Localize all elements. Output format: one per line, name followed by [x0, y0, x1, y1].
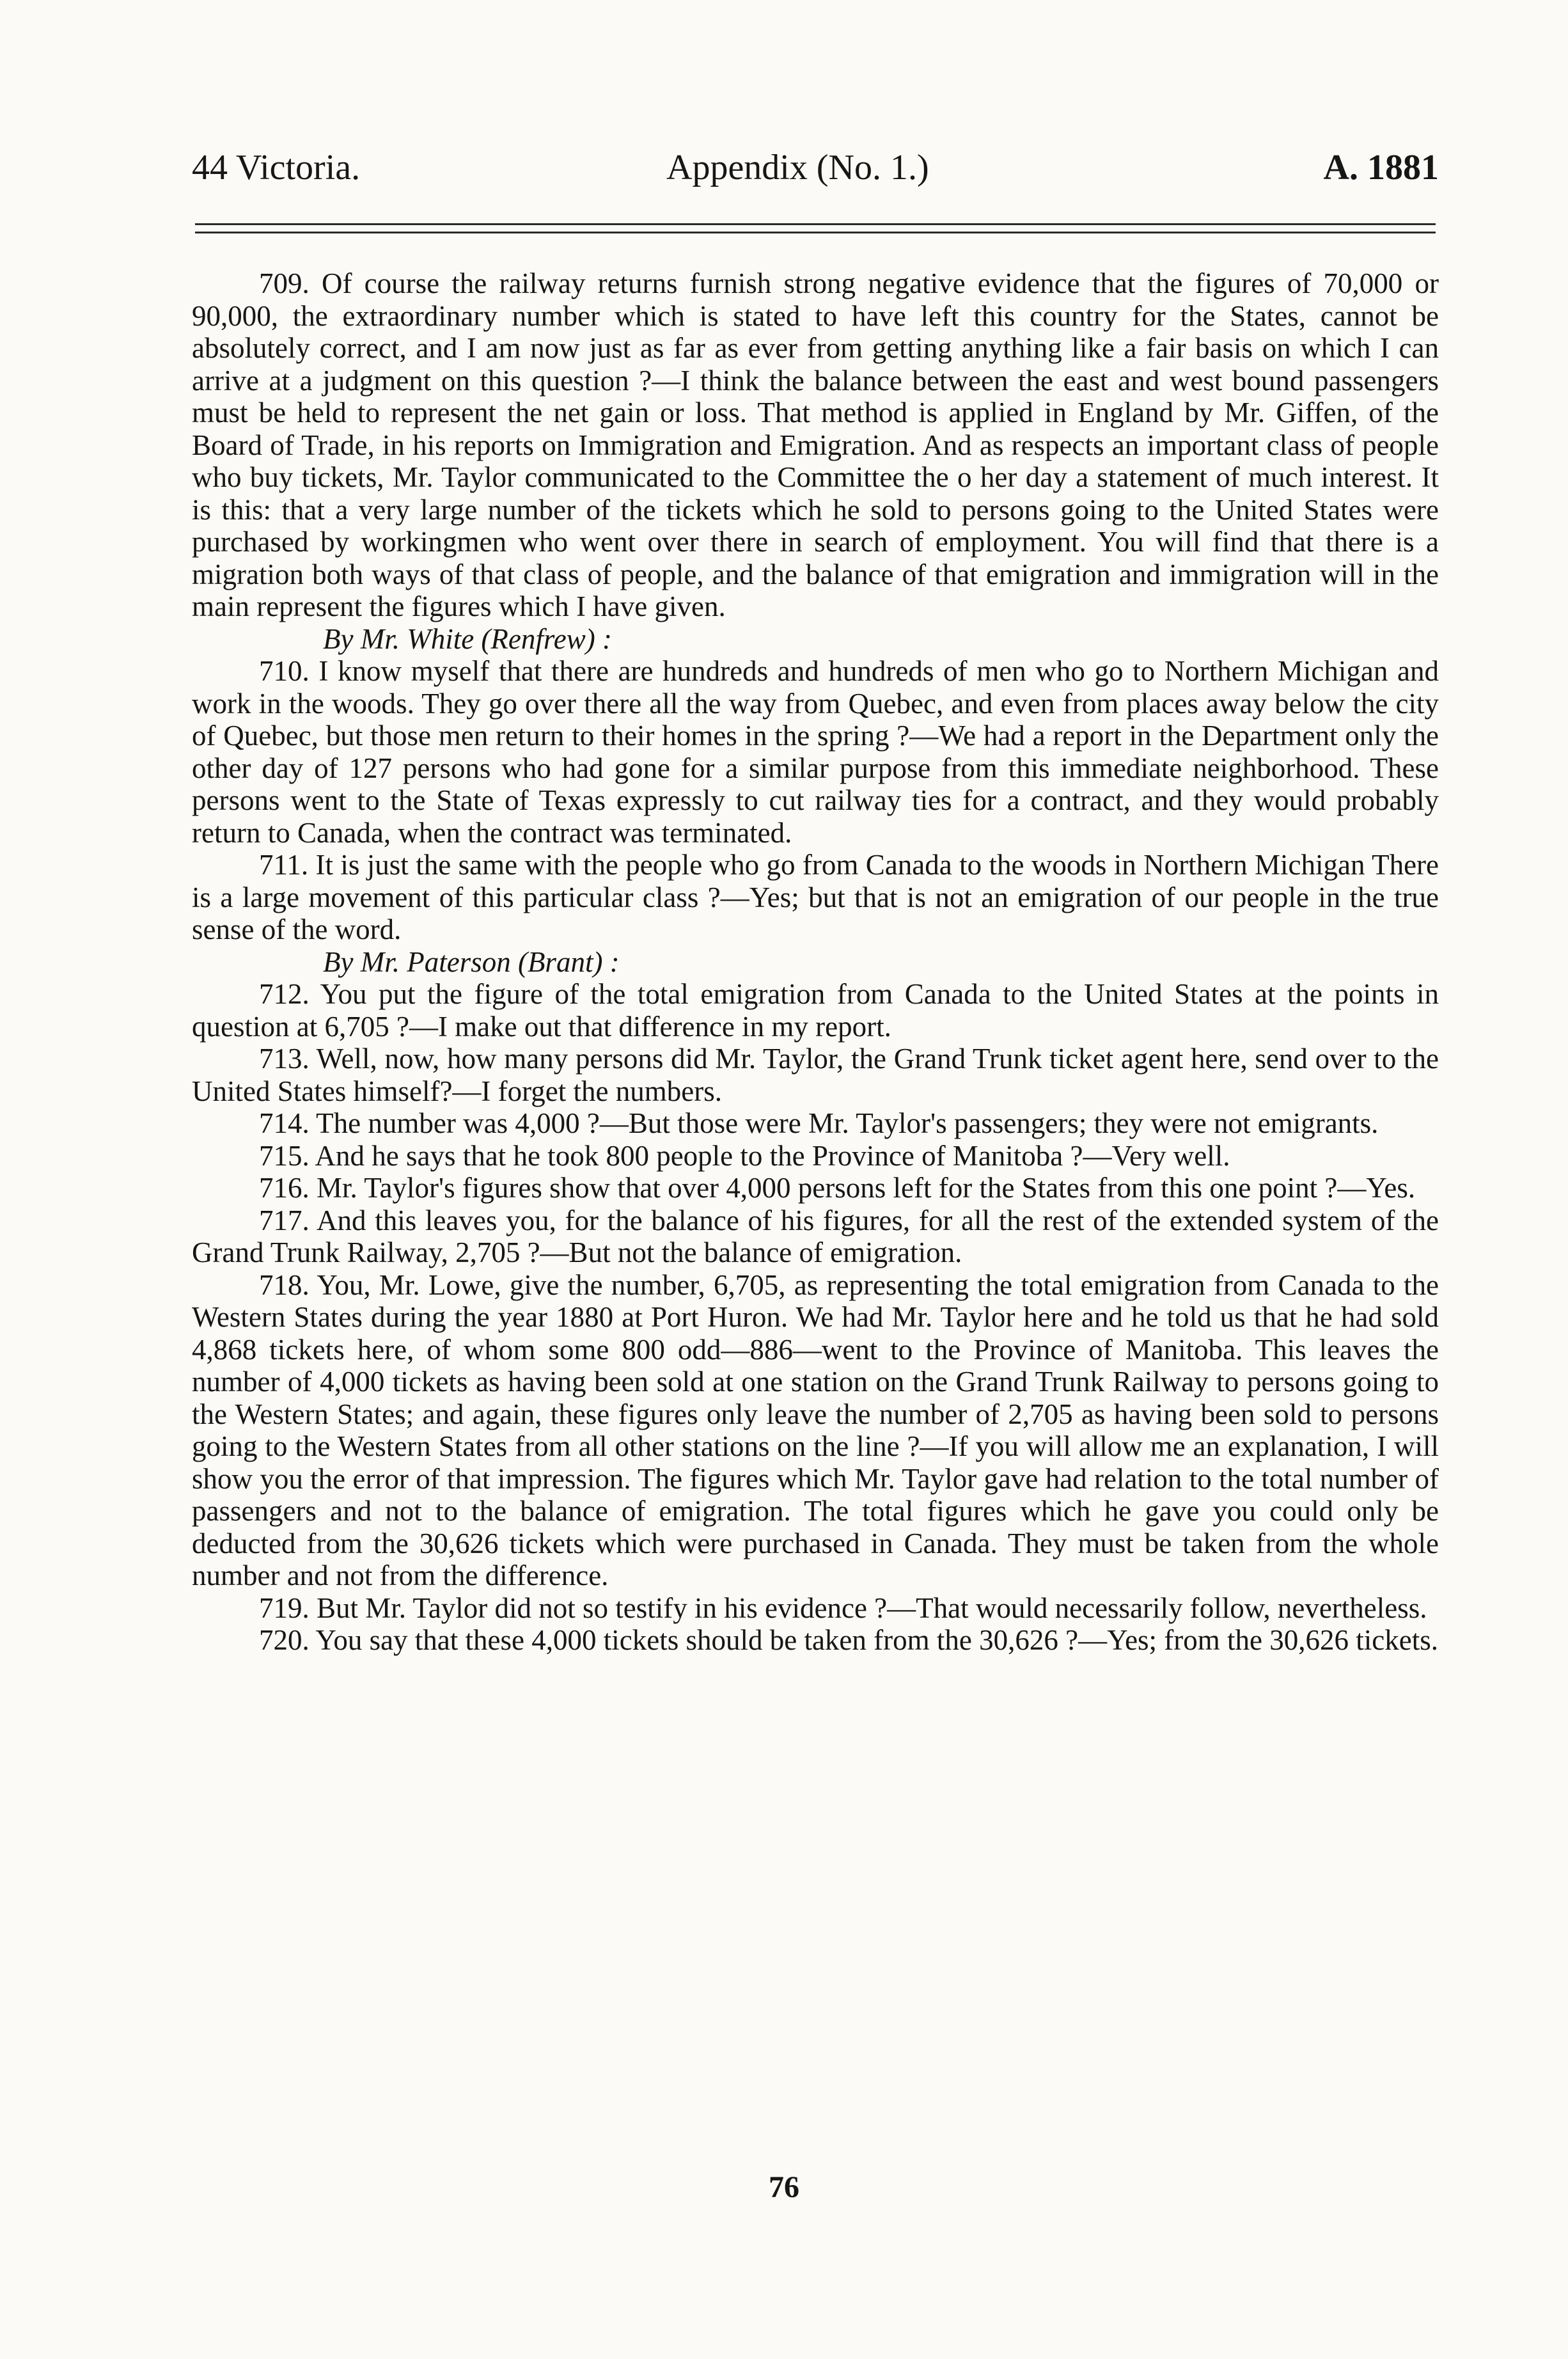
header-rule-bottom: [195, 232, 1436, 233]
header-appendix: Appendix (No. 1.): [666, 148, 929, 187]
paragraph-720: 720. You say that these 4,000 tickets should be taken from the 30,626 ?—Yes; from the 30,626 tickets.: [259, 1624, 1438, 1656]
paragraph-718: 718. You, Mr. Lowe, give the number, 6,705, as representing the total emigration from Canada to the Western States during the year 1880 at Port Huron. We had Mr. Taylor here and he told us that he had sold 4,868 tickets here, of whom some 800 odd—886—went to the Province of Manitoba. This leaves the number of 4,000 tickets as having been sold at one station on the Grand Trunk Railway to persons going to the Western States; and again, these figures only leave the number of 2,705 as having been sold to persons going to the Western States from all other stations on the line ?—If you will allow me an explanation, I will show you the error of that impression. The figures which Mr. Taylor gave had relation to the total number of passengers and not to the balance of emigration. The total figures which he gave you could only be deducted from the 30,626 tickets which were purchased in Canada. They must be taken from the whole number and not from the difference.: [192, 1268, 1439, 1591]
paragraph-714: 714. The number was 4,000 ?—But those were Mr. Taylor's passengers; they were not emigrants.: [259, 1107, 1379, 1139]
paragraph-711: 711. It is just the same with the people who go from Canada to the woods in Northern Michigan There is a large movement of this particular class ?—Yes; but that is not an emigration of our people in the true sense of the word.: [192, 849, 1439, 945]
paragraph-716: 716. Mr. Taylor's figures show that over 4,000 persons left for the States from this one point ?—Yes.: [259, 1172, 1416, 1204]
byline-white: By Mr. White (Renfrew) :: [323, 622, 612, 655]
header-year: A. 1881: [1323, 148, 1439, 187]
paragraph-719: 719. But Mr. Taylor did not so testify in his evidence ?—That would necessarily follow, nevertheless.: [259, 1591, 1427, 1624]
testimony-body: [192, 267, 1439, 1657]
paragraph-712: 712. You put the figure of the total emigration from Canada to the United States at the points in question at 6,705 ?—I make out that difference in my report.: [192, 978, 1439, 1043]
paragraph-715: 715. And he says that he took 800 people to the Province of Manitoba ?—Very well.: [259, 1139, 1230, 1172]
header-volume: 44 Victoria.: [192, 148, 361, 187]
paragraph-709: 709. Of course the railway returns furnish strong negative evidence that the figures of 70,000 or 90,000, the extraordinary number which is stated to have left this country for the States, cannot be absolutely correct, and I am now just as far as ever from getting anything like a fair basis on which I can arrive at a judgment on this question ?—I think the balance between the east and west bound passengers must be held to represent the net gain or loss. That method is applied in England by Mr. Giffen, of the Board of Trade, in his reports on Immigration and Emigration. And as respects an important class of people who buy tickets, Mr. Taylor communicated to the Committee the o her day a statement of much interest. It is this: that a very large number of the tickets which he sold to persons going to the United States were purchased by workingmen who went over there in search of employment. You will find that there is a migration both ways of that class of people, and the balance of that emigration and immigration will in the main represent the figures which I have given.: [192, 267, 1439, 622]
header-rule-top: [195, 223, 1436, 225]
page-number: 76: [769, 2170, 799, 2204]
paragraph-710: 710. I know myself that there are hundreds and hundreds of men who go to Northern Michigan and work in the woods. They go over there all the way from Quebec, and even from places away below the city of Quebec, but those men return to their homes in the spring ?—We had a report in the Department only the other day of 127 persons who had gone for a similar purpose from this immediate neighborhood. These persons went to the State of Texas expressly to cut railway ties for a contract, and they would probably return to Canada, when the contract was terminated.: [192, 655, 1439, 849]
paragraph-717: 717. And this leaves you, for the balance of his figures, for all the rest of the extended system of the Grand Trunk Railway, 2,705 ?—But not the balance of emigration.: [192, 1204, 1439, 1268]
running-header: [192, 142, 1439, 193]
paragraph-713: 713. Well, now, how many persons did Mr. Taylor, the Grand Trunk ticket agent here, send over to the United States himself?—I forget the numbers.: [192, 1043, 1439, 1107]
byline-paterson: By Mr. Paterson (Brant) :: [323, 945, 620, 978]
